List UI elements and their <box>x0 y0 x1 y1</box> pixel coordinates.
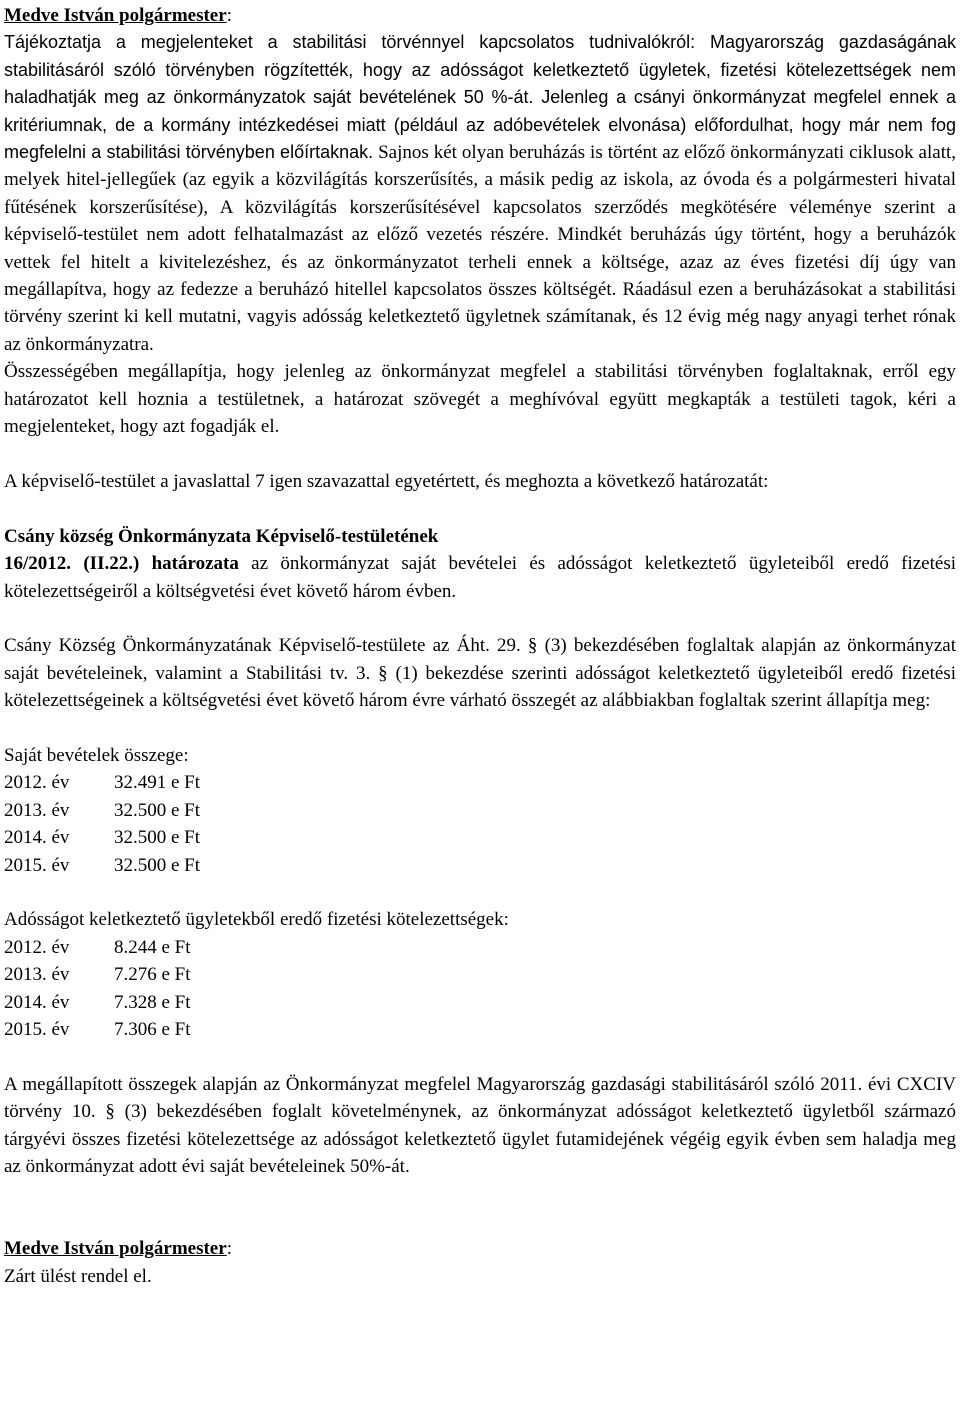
resolution-subject: az önkormányzat saját bevételei és adósságot keletkeztető ügyleteiből eredő fizetési kötelezettségeiről a költségvetési évet követő három évben. <box>4 553 956 602</box>
amount-value: 32.500 e Ft <box>114 827 201 849</box>
resolution-text: Csány Község Önkormányzatának Képviselő-testülete az Áht. 29. § (3) bekezdésében foglaltak alapján az önkormányzat saját bevételeinek, valamint a Stabilitási tv. 3. § (1) bekezdése szerinti adósságot keletkeztető ügyleteiből eredő fizetési kötelezettségeinek a költségvetési évet követő három évre várható összegét az alábbiakban foglaltak szerint állapítja meg: <box>4 635 956 712</box>
conclusion-paragraph: A megállapított összegek alapján az Önkormányzat megfelel Magyarország gazdasági stabilitásáról szóló 2011. évi CXCIV törvény 10. § (3) bekezdésében foglalt követelménynek, az önkormányzat adósságot keletkeztető ügyletből származó tárgyévi összes fizetési kötelezettsége az adósságot keletkeztető ügylet futamidejének végéig egyik évben sem haladja meg az önkormányzat adott évi saját bevételeinek 50%-át. <box>4 1073 956 1177</box>
amount-value: 7.276 e Ft <box>114 964 191 986</box>
amount-value: 8.244 e Ft <box>114 936 191 958</box>
amount-value: 32.500 e Ft <box>114 854 201 876</box>
list-item <box>4 797 956 824</box>
list-item <box>4 824 956 851</box>
list-item <box>4 961 956 988</box>
year-label: 2013. év <box>4 964 70 986</box>
intro-sans-text: Tájékoztatja a megjelenteket a stabilitási törvénnyel kapcsolatos tudnivalókról: Magyarország gazdaságának stabilitásáról szóló törvényben rögzítették, hogy az adósságot keletkeztető ügyletek, fizetési kötelezettségek nem haladhatják meg az önkormányzatok saját bevételének 50 %-át. Jelenleg a csányi önkormányzat megfelel ennek a kritériumnak, de a kormány intézkedései miatt (például az adóbevételek elvonása) előfordulhat, hogy már nem fog megfelelni a stabilitási törvényben előírtaknak. <box>4 32 956 163</box>
amount-value: 7.328 e Ft <box>114 991 191 1013</box>
spacer <box>4 1208 956 1235</box>
year-label: 2012. év <box>4 936 70 958</box>
spacer <box>4 441 956 468</box>
own-revenue-list <box>4 769 956 879</box>
amount-value: 7.306 e Ft <box>114 1018 191 1040</box>
speaker-name: Medve István polgármester <box>4 5 227 26</box>
spacer <box>4 715 956 742</box>
list-item <box>4 989 956 1016</box>
vote-paragraph: A képviselő-testület a javaslattal 7 igen szavazattal egyetértett, és meghozta a következő határozatát: <box>4 470 769 492</box>
year-label: 2015. év <box>4 854 70 876</box>
list-item <box>4 1016 956 1043</box>
year-label: 2014. év <box>4 991 70 1013</box>
spacer <box>4 879 956 906</box>
speaker-name: Medve István polgármester <box>4 1238 227 1260</box>
spacer <box>4 1043 956 1070</box>
intro-serif-text: Sajnos két olyan beruházás is történt az előző önkormányzati ciklusok alatt, melyek hitel-jellegűek (az egyik a közvilágítás korszerűsítés, a másik pedig az iskola, az óvoda és a polgármesteri hivatal fűtésének korszerűsítése), A közvilágítás korszerűsítésével kapcsolatos szerződés megkötésére véleménye szerint a képviselő-testület nem adott felhatalmazást az előző vezetés részére. Mindkét beruházás úgy történt, hogy a beruházók vettek fel hitelt a kivitelezéshez, és az önkormányzatot terheli ennek a költsége, azaz az éves fizetési díj úgy van megállapítva, hogy az fedezze a beruházó hitellel kapcsolatos összes költségét. Ráadásul ezen a beruházásokat a stabilitási törvény szerint ki kell mutatni, vagyis adósság keletkeztető ügyletnek számítanak, és 12 évig még nagy anyagi terhet rónak az önkormányzatra. <box>4 142 956 355</box>
spacer <box>4 605 956 632</box>
debt-obligations-heading: Adósságot keletkeztető ügyletekből eredő fizetési kötelezettségek: <box>4 909 509 931</box>
list-item <box>4 769 956 796</box>
resolution-number: 16/2012. (II.22.) határozata <box>4 553 239 575</box>
speaker-heading <box>4 2 956 29</box>
spacer <box>4 1180 956 1207</box>
spacer <box>4 495 956 522</box>
debt-obligations-list <box>4 934 956 1044</box>
list-item <box>4 852 956 879</box>
resolution-body-title: Csány község Önkormányzata Képviselő-testületének <box>4 525 439 547</box>
speaker-colon: : <box>226 5 232 26</box>
amount-value: 32.491 e Ft <box>114 772 201 794</box>
own-revenue-heading: Saját bevételek összege: <box>4 744 189 766</box>
summary-paragraph: Összességében megállapítja, hogy jelenleg az önkormányzat megfelel a stabilitási törvényben foglaltaknak, erről egy határozatot kell hoznia a testületnek, a határozat szövegét a meghívóval együtt megkapták a testületi tagok, kéri a megjelenteket, hogy azt fogadják el. <box>4 361 956 438</box>
list-item <box>4 934 956 961</box>
closing-statement: Zárt ülést rendel el. <box>4 1265 152 1287</box>
year-label: 2012. év <box>4 772 70 794</box>
year-label: 2015. év <box>4 1018 70 1040</box>
speaker-colon: : <box>226 1238 232 1260</box>
amount-value: 32.500 e Ft <box>114 799 201 821</box>
intro-paragraph <box>4 29 956 358</box>
year-label: 2014. év <box>4 827 70 849</box>
speaker-heading-2 <box>4 1235 956 1262</box>
resolution-heading <box>4 550 956 605</box>
year-label: 2013. év <box>4 799 70 821</box>
